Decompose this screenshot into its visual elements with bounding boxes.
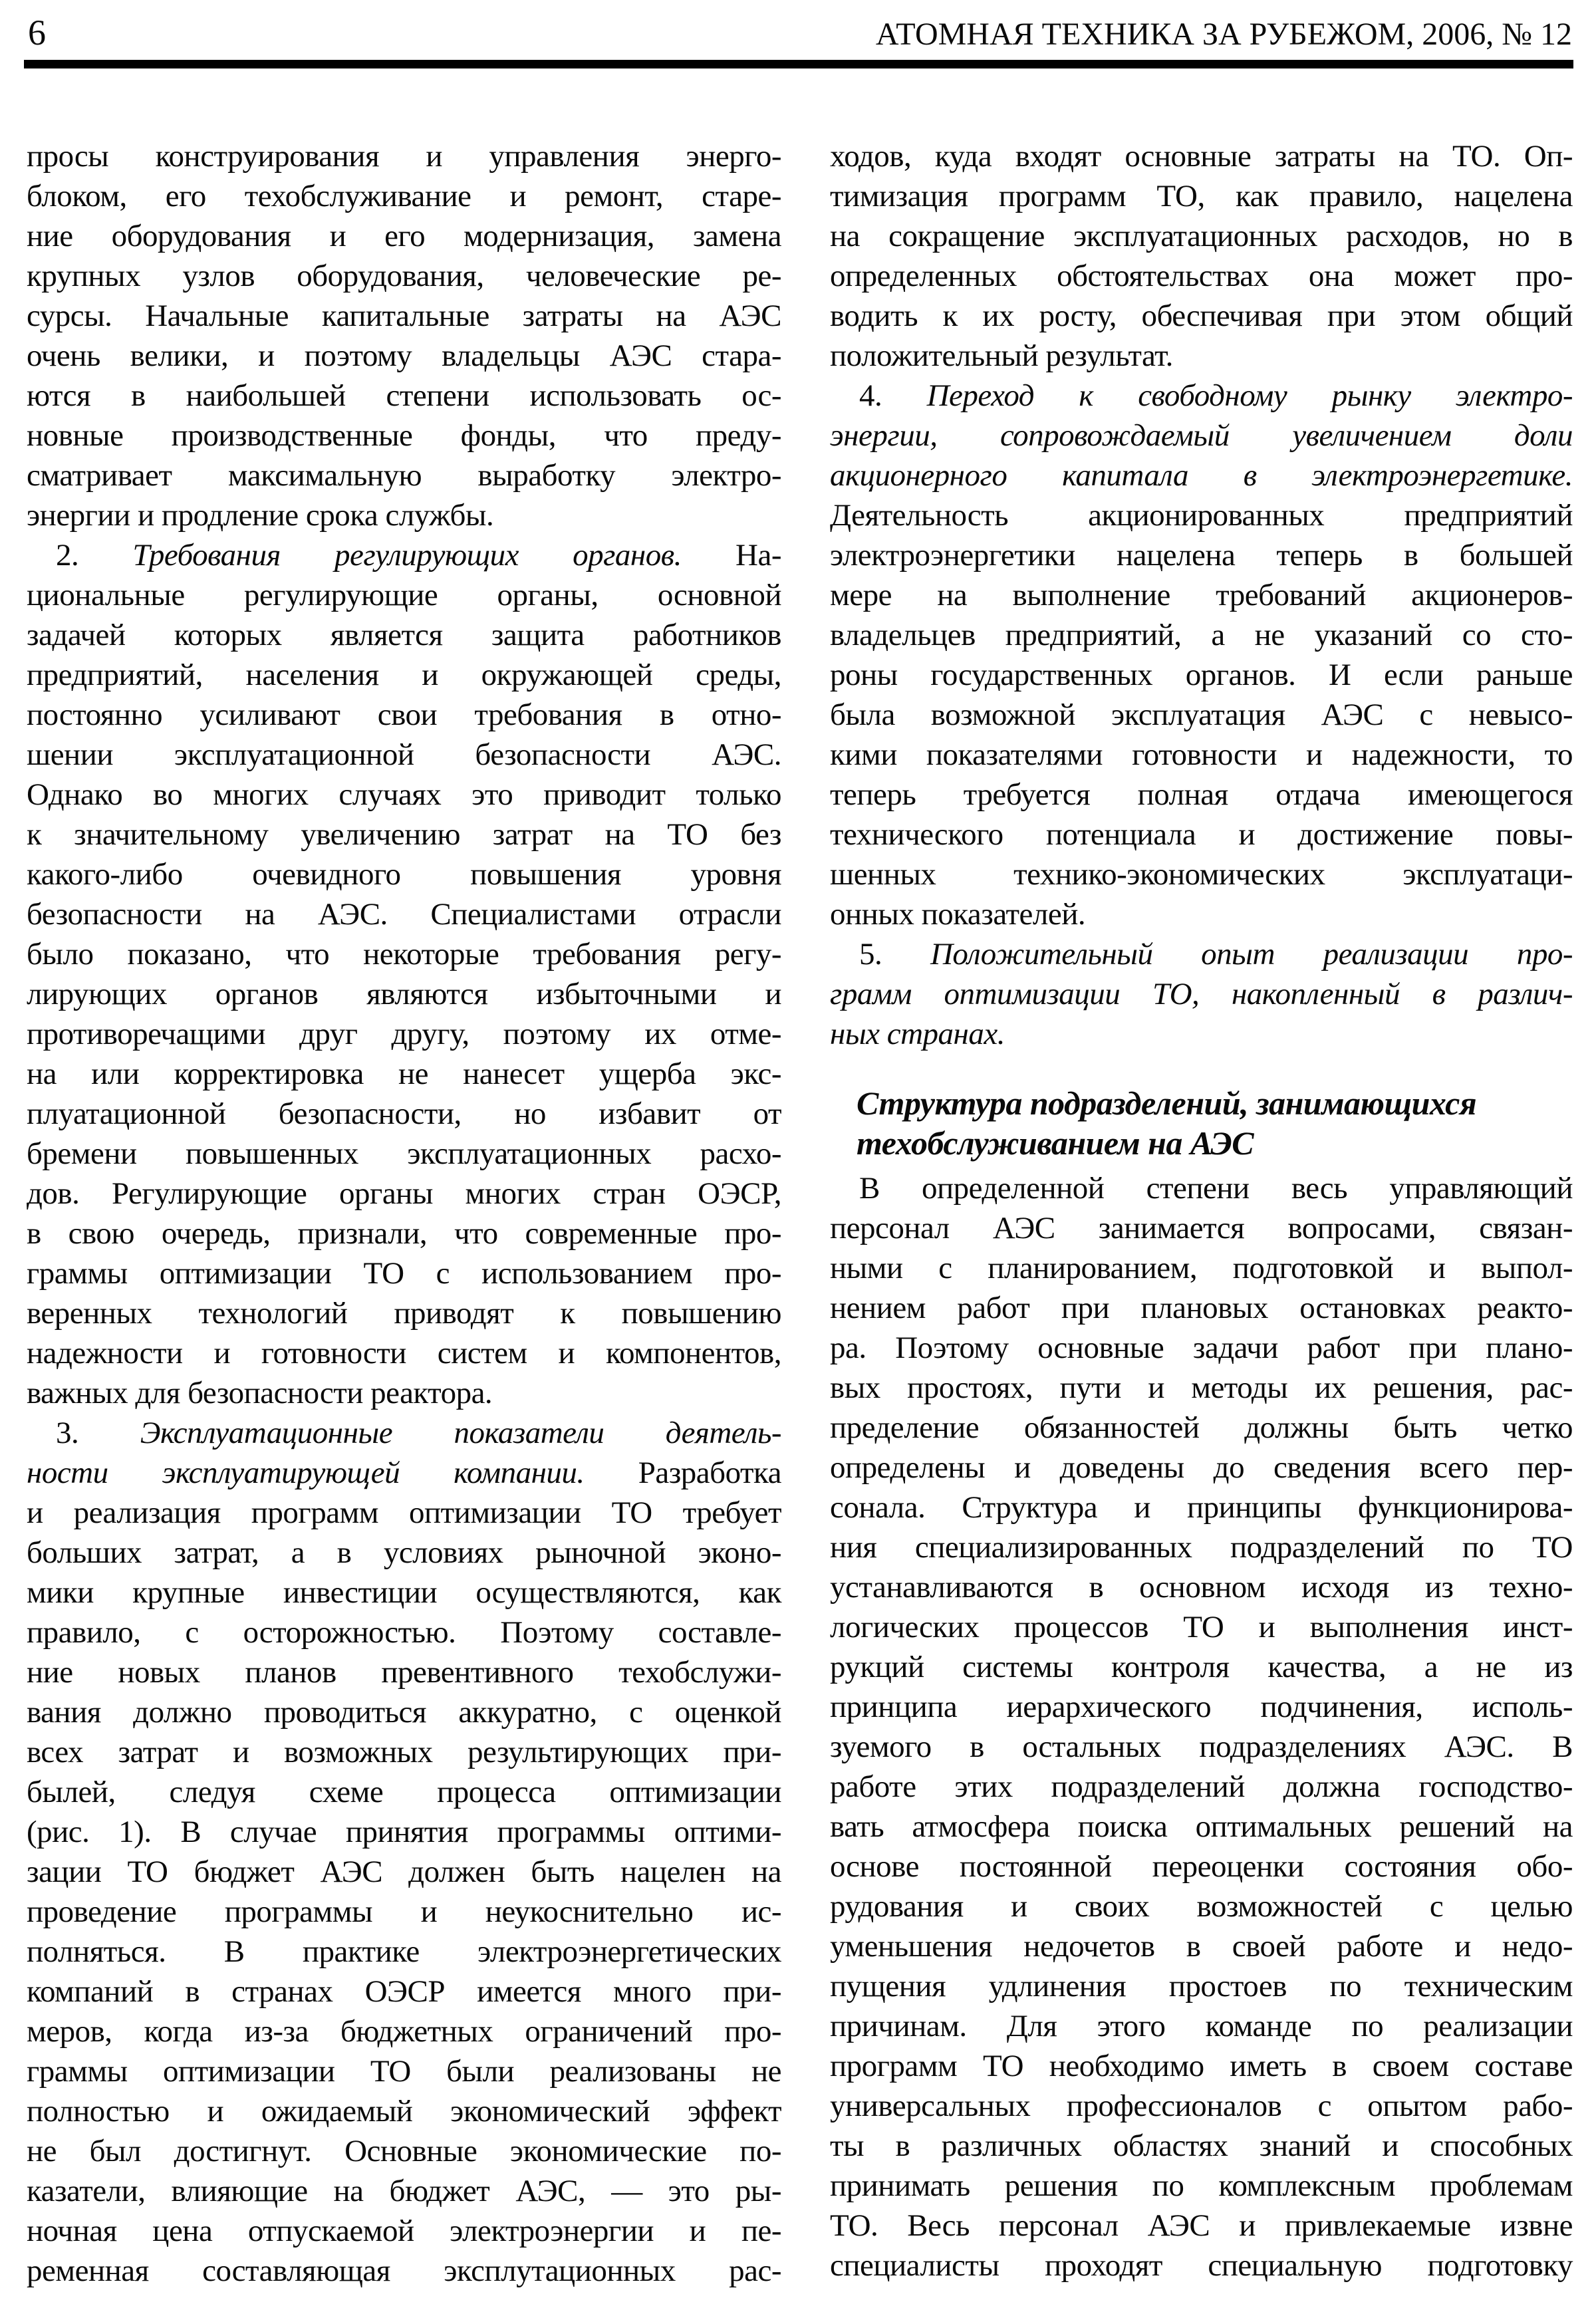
- text-line: надежности и готовности систем и компонентов,: [27, 1336, 781, 1370]
- left-column: [27, 136, 781, 2291]
- text-line: не был достигнут. Основные экономические по-: [27, 2134, 781, 2168]
- text-line: ными с планированием, подготовкой и выпол-: [830, 1251, 1573, 1285]
- text-line: на сокращение эксплуатационных расходов, но в: [830, 219, 1573, 253]
- text-line: былей, следуя схеме процесса оптимизации: [27, 1775, 781, 1809]
- text-line: зации ТО бюджет АЭС должен быть нацелен на: [27, 1855, 781, 1889]
- text-line: рудования и своих возможностей с целью: [830, 1889, 1573, 1924]
- text-line: 4. Переход к свободному рынку электро-: [859, 378, 1573, 413]
- text-line: (рис. 1). В случае принятия программы оптими-: [27, 1815, 781, 1849]
- text-line: постоянно усиливают свои требования в отно-: [27, 698, 781, 732]
- text-line: очень велики, и поэтому владельцы АЭС стара-: [27, 338, 781, 373]
- text-line: ночная цена отпускаемой электроэнергии и пе-: [27, 2214, 781, 2248]
- text-line: циональные регулирующие органы, основной: [27, 578, 781, 612]
- text-line: работе этих подразделений должна господство-: [830, 1769, 1573, 1804]
- text-line: специалисты проходят специальную подготовку: [830, 2248, 1573, 2283]
- journal-header-title: АТОМНАЯ ТЕХНИКА ЗА РУБЕЖОМ, 2006, № 12: [875, 17, 1572, 52]
- text-line: к значительному увеличению затрат на ТО без: [27, 817, 781, 852]
- text-line: онных показателей.: [830, 897, 1086, 932]
- text-line: рукций системы контроля качества, а не из: [830, 1650, 1573, 1684]
- text-line: вых простоях, пути и методы их решения, рас-: [830, 1370, 1573, 1405]
- text-line: программ ТО необходимо иметь в своем составе: [830, 2049, 1573, 2083]
- text-line: Однако во многих случаях это приводит только: [27, 777, 781, 812]
- text-line: ходов, куда входят основные затраты на ТО. Оп-: [830, 139, 1573, 174]
- text-line: принимать решения по комплексным проблемам: [830, 2168, 1573, 2203]
- text-line: проведение программы и неукоснительно ис-: [27, 1894, 781, 1929]
- text-line: Деятельность акционированных предприятий: [830, 498, 1573, 533]
- text-line: сматривает максимальную выработку электро-: [27, 458, 781, 493]
- text-line: какого-либо очевидного повышения уровня: [27, 857, 781, 892]
- text-line: важных для безопасности реактора.: [27, 1376, 493, 1410]
- text-line: новные производственные фонды, что преду-: [27, 418, 781, 453]
- text-line: безопасности на АЭС. Специалистами отрасли: [27, 897, 781, 932]
- text-line: грамм оптимизации ТО, накопленный в различ-: [830, 977, 1573, 1011]
- text-line: акционерного капитала в электроэнергетике.: [830, 458, 1573, 493]
- text-line: больших затрат, а в условиях рыночной эконо-: [27, 1535, 781, 1570]
- text-line: сурсы. Начальные капитальные затраты на АЭС: [27, 299, 781, 333]
- text-line: персонал АЭС занимается вопросами, связан-: [830, 1211, 1573, 1245]
- text-line: принципа иерархического подчинения, исполь-: [830, 1690, 1573, 1724]
- text-line: граммы оптимизации ТО с использованием про-: [27, 1256, 781, 1291]
- page-number: 6: [28, 13, 46, 53]
- text-line: 3. Эксплуатационные показатели деятель-: [56, 1416, 781, 1450]
- text-line: ются в наибольшей степени использовать ос-: [27, 378, 781, 413]
- text-line: уменьшения недочетов в своей работе и недо-: [830, 1929, 1573, 1964]
- text-line: и реализация программ оптимизации ТО требует: [27, 1495, 781, 1530]
- text-line: ния специализированных подразделений по ТО: [830, 1530, 1573, 1565]
- text-line: владельцев предприятий, а не указаний со сто-: [830, 618, 1573, 652]
- text-line: бремени повышенных эксплуатационных расхо-: [27, 1136, 781, 1171]
- text-line: шении эксплуатационной безопасности АЭС.: [27, 737, 781, 772]
- text-line: ты в различных областях знаний и способных: [830, 2129, 1573, 2163]
- text-line: правило, с осторожностью. Поэтому составле-: [27, 1615, 781, 1650]
- text-line: было показано, что некоторые требования регу-: [27, 937, 781, 971]
- text-line: положительный результат.: [830, 338, 1173, 373]
- header-rule: [24, 60, 1573, 68]
- text-line: кими показателями готовности и надежности, то: [830, 737, 1573, 772]
- text-line: тимизация программ ТО, как правило, нацелена: [830, 179, 1573, 213]
- text-line: энергии и продление срока службы.: [27, 498, 494, 533]
- text-line: В определенной степени весь управляющий: [859, 1171, 1573, 1206]
- text-line: энергии, сопровождаемый увеличением доли: [830, 418, 1573, 453]
- text-line: пущения удлинения простоев по техническим: [830, 1969, 1573, 2003]
- text-line: роны государственных органов. И если раньше: [830, 658, 1573, 692]
- text-line: лирующих органов являются избыточными и: [27, 977, 781, 1011]
- text-line: задачей которых является защита работников: [27, 618, 781, 652]
- text-line: ременная составляющая эксплутационных рас-: [27, 2254, 781, 2288]
- text-line: сонала. Структура и принципы функционирова-: [830, 1490, 1573, 1525]
- text-line: причинам. Для этого команде по реализации: [830, 2009, 1573, 2043]
- text-line: противоречащими друг другу, поэтому их отме-: [27, 1017, 781, 1051]
- section-heading-line: техобслуживанием на АЭС: [857, 1124, 1254, 1162]
- text-line: просы конструирования и управления энерго-: [27, 139, 781, 174]
- text-line: пределение обязанностей должны быть четко: [830, 1410, 1573, 1445]
- text-line: полняться. В практике электроэнергетических: [27, 1934, 781, 1969]
- text-line: электроэнергетики нацелена теперь в большей: [830, 538, 1573, 573]
- text-line: 5. Положительный опыт реализации про-: [859, 937, 1573, 971]
- text-line: теперь требуется полная отдача имеющегося: [830, 777, 1573, 812]
- text-line: казатели, влияющие на бюджет АЭС, — это ры-: [27, 2174, 781, 2208]
- right-column: [830, 136, 1573, 2291]
- text-line: полностью и ожидаемый экономический эффект: [27, 2094, 781, 2129]
- text-line: блоком, его техобслуживание и ремонт, старе-: [27, 179, 781, 213]
- text-line: ние новых планов превентивного техобслужи-: [27, 1655, 781, 1690]
- text-line: вания должно проводиться аккуратно, с оценкой: [27, 1695, 781, 1730]
- text-line: шенных технико-экономических эксплуатаци-: [830, 857, 1573, 892]
- text-line: на или корректировка не нанесет ущерба экс-: [27, 1057, 781, 1091]
- text-line: устанавливаются в основном исходя из техно-: [830, 1570, 1573, 1605]
- text-line: меров, когда из-за бюджетных ограничений про-: [27, 2014, 781, 2049]
- text-line: водить к их росту, обеспечивая при этом общий: [830, 299, 1573, 333]
- text-line: вать атмосфера поиска оптимальных решений на: [830, 1809, 1573, 1844]
- text-line: крупных узлов оборудования, человеческие ре-: [27, 259, 781, 293]
- text-line: ности эксплуатирующей компании. Разработка: [27, 1456, 781, 1490]
- text-line: компаний в странах ОЭСР имеется много при-: [27, 1974, 781, 2009]
- text-line: мики крупные инвестиции осуществляются, как: [27, 1575, 781, 1610]
- text-line: технического потенциала и достижение повы-: [830, 817, 1573, 852]
- text-line: была возможной эксплуатация АЭС с невысо-: [830, 698, 1573, 732]
- text-line: ра. Поэтому основные задачи работ при плано-: [830, 1331, 1573, 1365]
- text-line: ТО. Весь персонал АЭС и привлекаемые извне: [830, 2208, 1573, 2243]
- text-line: дов. Регулирующие органы многих стран ОЭСР,: [27, 1176, 781, 1211]
- text-line: основе постоянной переоценки состояния обо-: [830, 1849, 1573, 1884]
- text-line: универсальных профессионалов с опытом рабо-: [830, 2089, 1573, 2123]
- text-line: 2. Требования регулирующих органов. На-: [56, 538, 781, 573]
- text-line: плуатационной безопасности, но избавит от: [27, 1097, 781, 1131]
- text-line: мере на выполнение требований акционеров-: [830, 578, 1573, 612]
- text-line: определенных обстоятельствах она может про-: [830, 259, 1573, 293]
- text-line: ние оборудования и его модернизация, замена: [27, 219, 781, 253]
- text-line: граммы оптимизации ТО были реализованы не: [27, 2054, 781, 2089]
- text-line: нением работ при плановых остановках реакто-: [830, 1291, 1573, 1325]
- text-line: зуемого в остальных подразделениях АЭС. В: [830, 1730, 1573, 1764]
- text-columns: [27, 136, 1573, 2291]
- text-line: в свою очередь, признали, что современные про-: [27, 1216, 781, 1251]
- text-line: логических процессов ТО и выполнения инст-: [830, 1610, 1573, 1644]
- section-heading-line: Структура подразделений, занимающихся: [857, 1085, 1477, 1122]
- text-line: веренных технологий приводят к повышению: [27, 1296, 781, 1331]
- text-line: определены и доведены до сведения всего пер-: [830, 1450, 1573, 1485]
- text-line: ных странах.: [830, 1017, 1005, 1051]
- text-line: всех затрат и возможных результирующих при-: [27, 1735, 781, 1769]
- text-line: предприятий, населения и окружающей среды,: [27, 658, 781, 692]
